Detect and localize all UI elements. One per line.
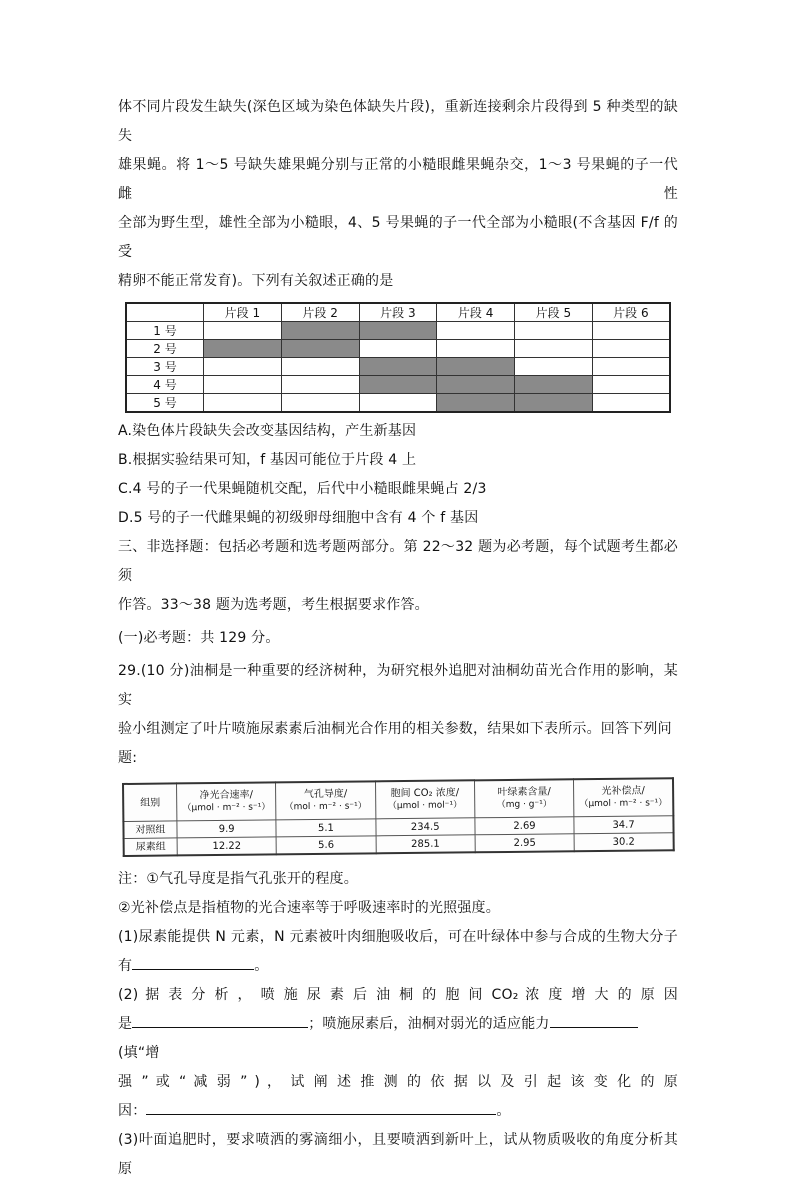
q29-2-line-4 [118, 1097, 678, 1126]
data-cell: 5.1 [276, 819, 375, 837]
segment-cell-missing [515, 376, 593, 394]
intro-line-4: 精卵不能正常发育)。下列有关叙述正确的是 [118, 273, 394, 289]
data-header-cell [177, 782, 277, 821]
data-header-unit: （mg · g⁻¹） [496, 799, 552, 811]
data-header-main: 组别 [140, 797, 161, 809]
q29-1-line-1: (1)尿素能提供 N 元素，N 元素被叶肉细胞吸收后，可在叶绿体中参与合成的生物大分子 [118, 929, 678, 945]
q29-line-2: 验小组测定了叶片喷施尿素素后油桐光合作用的相关参数，结果如下表所示。回答下列问题: [118, 721, 672, 766]
segment-cell [204, 394, 282, 413]
segment-cell [204, 376, 282, 394]
data-header-cell [276, 781, 376, 820]
segment-cell [437, 322, 515, 340]
segment-cell [592, 322, 670, 340]
segment-header-cell: 片段 2 [281, 303, 359, 322]
segment-row-label: 1 号 [126, 322, 204, 340]
data-header-main: 叶绿素含量/ [497, 786, 551, 799]
data-table-wrap [122, 777, 675, 857]
q29-line-1: 29.(10 分)油桐是一种重要的经济树种，为研究根外追肥对油桐幼苗光合作用的影响，某实 [118, 663, 678, 708]
segment-cell [515, 340, 593, 358]
q29-2-mid: ；喷施尿素后，油桐对弱光的适应能力 [308, 1016, 550, 1032]
segment-row-label: 4 号 [126, 376, 204, 394]
data-cell: 5.6 [276, 836, 375, 855]
segment-header-cell: 片段 6 [592, 303, 670, 322]
note-2: ②光补偿点是指植物的光合速率等于呼吸速率时的光照强度。 [118, 900, 500, 916]
segment-cell-missing [359, 322, 437, 340]
data-header-row [123, 778, 673, 821]
segment-header-cell: 片段 4 [437, 303, 515, 322]
segment-row [126, 376, 670, 394]
option-c: C.4 号的子一代果蝇随机交配，后代中小糙眼雌果蝇占 2/3 [118, 481, 487, 497]
data-header-cell [574, 778, 674, 817]
segment-header-cell [126, 303, 204, 322]
segment-row [126, 322, 670, 340]
q29-2-suffix: (填“增 [118, 1045, 160, 1061]
segment-cell [359, 340, 437, 358]
option-a: A.染色体片段缺失会改变基因结构，产生新基因 [118, 423, 417, 439]
segment-cell [359, 394, 437, 413]
intro-line-2: 雄果蝇。将 1～5 号缺失雄果蝇分别与正常的小糙眼雌果蝇杂交，1～3 号果蝇的子一代雌性 [118, 157, 678, 202]
segment-row-label: 2 号 [126, 340, 204, 358]
segment-cell [592, 340, 670, 358]
data-header-unit: （μmol · mol⁻¹） [387, 800, 463, 812]
intro-line-1: 体不同片段发生缺失(深色区域为染色体缺失片段)，重新连接剩余片段得到 5 种类型的缺失 [118, 99, 678, 144]
q29-2-line-2 [118, 1010, 678, 1068]
data-row-label: 对照组 [123, 821, 177, 839]
required-heading: (一)必考题：共 129 分。 [118, 630, 280, 646]
option-b: B.根据实验结果可知，f 基因可能位于片段 4 上 [118, 452, 417, 468]
answer-blank-3[interactable] [550, 1013, 638, 1028]
data-header-main: 气孔导度/ [303, 788, 348, 801]
data-header-main: 胞间 CO₂ 浓度/ [390, 787, 460, 800]
data-header-cell [474, 779, 574, 818]
data-cell: 30.2 [574, 833, 673, 852]
intro-line-3: 全部为野生型，雄性全部为小糙眼，4、5 号果蝇的子一代全部为小糙眼(不含基因 F/f 的受 [118, 215, 678, 260]
data-cell: 34.7 [574, 816, 673, 834]
segment-cell-missing [204, 340, 282, 358]
note-1: 注：①气孔导度是指气孔张开的程度。 [118, 871, 358, 887]
q29-2-line4-suffix: 。 [496, 1103, 511, 1119]
segment-cell [281, 376, 359, 394]
segment-cell [281, 394, 359, 413]
segment-cell-missing [281, 322, 359, 340]
data-cell: 9.9 [177, 820, 276, 838]
segment-cell [437, 340, 515, 358]
segment-cell-missing [281, 340, 359, 358]
section3-line-1: 三、非选择题：包括必考题和选考题两部分。第 22～32 题为必考题，每个试题考生都必须 [118, 539, 678, 584]
segment-cell [515, 358, 593, 376]
segment-cell [592, 394, 670, 413]
data-header-cell [375, 780, 475, 819]
segment-cell [281, 358, 359, 376]
data-cell: 12.22 [177, 837, 276, 856]
q29-2-line4-prefix: 因： [118, 1103, 147, 1119]
segment-cell [592, 376, 670, 394]
answer-blank-1[interactable] [132, 955, 254, 970]
segment-cell [515, 322, 593, 340]
q29-2-line-1: (2) 据 表 分 析 ， 喷 施 尿 素 后 油 桐 的 胞 间 CO₂ 浓 度 增 大 的 原 因 [118, 987, 678, 1003]
option-d: D.5 号的子一代雌果蝇的初级卵母细胞中含有 4 个 f 基因 [118, 510, 479, 526]
segment-table [125, 302, 671, 413]
section3-line-2: 作答。33～38 题为选考题，考生根据要求作答。 [118, 597, 429, 613]
segment-header-cell: 片段 5 [515, 303, 593, 322]
q29-2-prefix: 是 [118, 1016, 133, 1032]
answer-blank-4[interactable] [146, 1100, 496, 1115]
data-cell: 2.69 [475, 817, 574, 835]
data-table [122, 777, 675, 857]
segment-cell [592, 358, 670, 376]
segment-row-label: 5 号 [126, 394, 204, 413]
data-header-cell [123, 783, 177, 821]
data-header-unit: （μmol · m⁻² · s⁻¹） [579, 798, 668, 810]
segment-row [126, 358, 670, 376]
data-cell: 2.95 [475, 834, 574, 853]
segment-table-wrap [125, 302, 671, 413]
segment-cell-missing [437, 376, 515, 394]
segment-cell [204, 358, 282, 376]
segment-row [126, 394, 670, 413]
segment-cell-missing [437, 394, 515, 413]
data-cell: 234.5 [375, 818, 474, 836]
segment-header-cell: 片段 1 [204, 303, 282, 322]
segment-row-label: 3 号 [126, 358, 204, 376]
segment-cell [204, 322, 282, 340]
answer-blank-2[interactable] [132, 1013, 308, 1028]
data-header-main: 净光合速率/ [199, 789, 254, 802]
data-header-unit: （μmol · m⁻² · s⁻¹） [182, 802, 271, 814]
segment-cell-missing [359, 358, 437, 376]
data-header-main: 光补偿点/ [601, 785, 645, 797]
data-cell: 285.1 [376, 835, 475, 854]
data-row-label: 尿素组 [124, 838, 178, 856]
segment-row [126, 340, 670, 358]
segment-cell-missing [437, 358, 515, 376]
q29-2-line-3: 强 ” 或 “ 减 弱 ” ) ， 试 阐 述 推 测 的 依 据 以 及 引 起 该 变 化 的 原 [118, 1074, 678, 1090]
q29-1-prefix: 有 [118, 958, 133, 974]
q29-1-suffix: 。 [254, 958, 269, 974]
document-page [118, 93, 678, 1184]
data-header-unit: （mol · m⁻² · s⁻¹） [284, 801, 367, 813]
segment-cell-missing [359, 376, 437, 394]
segment-header-row [126, 303, 670, 322]
segment-header-cell: 片段 3 [359, 303, 437, 322]
q29-3-line-1: (3)叶面追肥时，要求喷洒的雾滴细小，且要喷洒到新叶上，试从物质吸收的角度分析其原 [118, 1132, 678, 1177]
q29-1-line-2 [118, 952, 678, 981]
segment-cell-missing [515, 394, 593, 413]
